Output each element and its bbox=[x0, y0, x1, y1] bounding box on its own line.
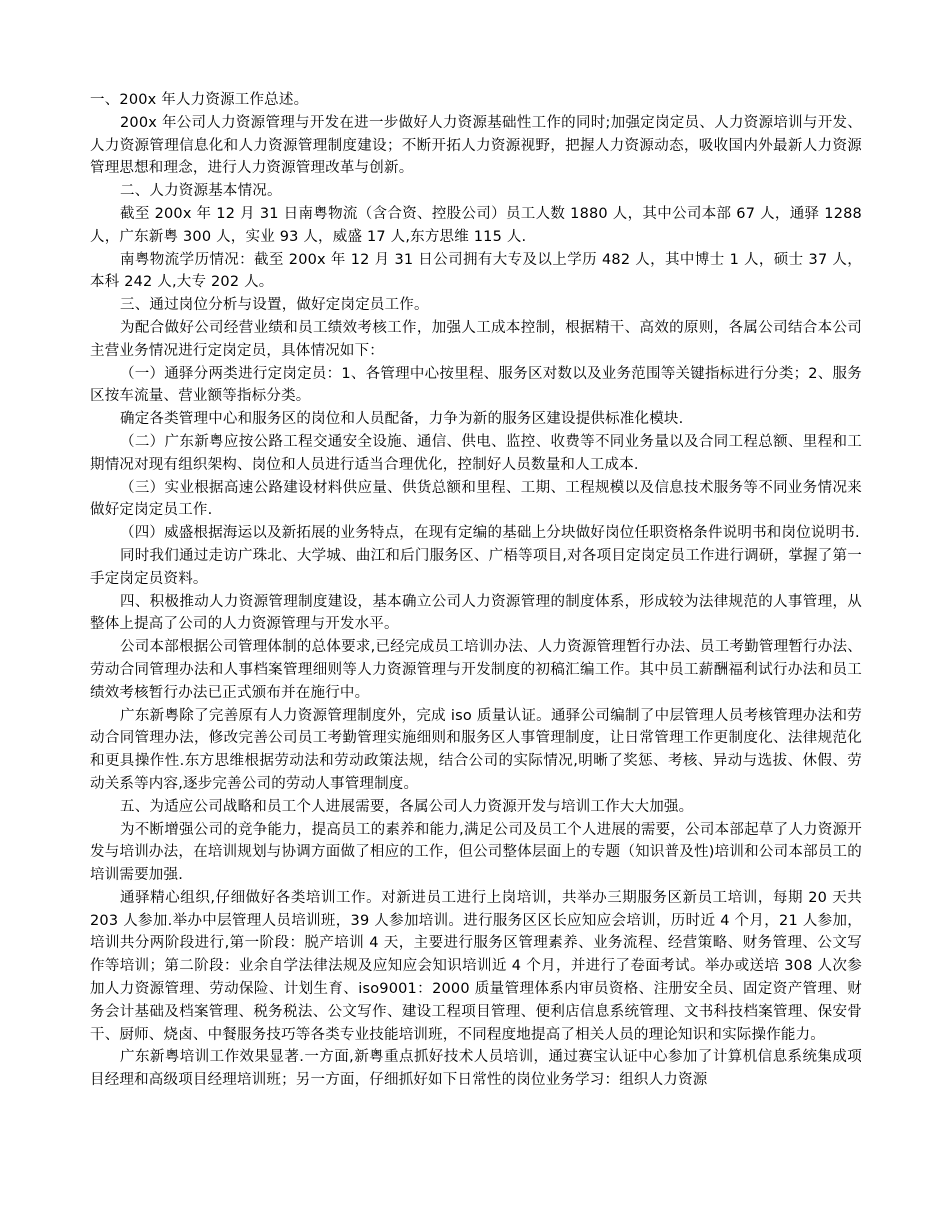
paragraph-training-xinyue: 广东新粤培训工作效果显著.一方面,新粤重点抓好技术人员培训，通过赛宝认证中心参加了计算机信息系统集成项目经理和高级项目经理培训班；另一方面，仔细抓好如下日常性的岗位业务学习：组织人力资源 bbox=[90, 1049, 862, 1089]
paragraph-staffing-item-4: （四）威盛根据海运以及新拓展的业务特点，在现有定编的基础上分块做好岗位任职资格条件说明书和岗位说明书. bbox=[120, 525, 860, 542]
section-heading-policy: 四、积极推动人力资源管理制度建设，基本确立公司人力资源管理的制度体系，形成较为法律规范的人事管理，从整体上提高了公司的人力资源管理与开发水平。 bbox=[90, 593, 862, 633]
section-heading-summary: 一、200x 年人力资源工作总述。 bbox=[90, 92, 309, 108]
paragraph-headcount: 截至 200x 年 12 月 31 日南粤物流（含合资、控股公司）员工人数 1880 人，其中公司本部 67 人，通驿 1288 人，广东新粤 300 人，实业 93 人，威盛 17 人,东方思维 115 人. bbox=[90, 205, 862, 245]
paragraph-summary-intro: 200x 年公司人力资源管理与开发在进一步做好人力资源基础性工作的同时;加强定岗定员、人力资源培训与开发、人力资源管理信息化和人力资源管理制度建设；不断开拓人力资源视野，把握人力资源动态，吸收国内外最新人力资源管理思想和理念，进行人力资源管理改革与创新。 bbox=[90, 114, 862, 177]
paragraph-education: 南粤物流学历情况：截至 200x 年 12 月 31 日公司拥有大专及以上学历 482 人，其中博士 1 人，硕士 37 人，本科 242 人,大专 202 人。 bbox=[90, 251, 862, 291]
paragraph-staffing-research: 同时我们通过走访广珠北、大学城、曲江和后门服务区、广梧等项目,对各项目定岗定员工作进行调研，掌握了第一手定岗定员资料。 bbox=[90, 547, 862, 587]
section-heading-staffing: 三、通过岗位分析与设置，做好定岗定员工作。 bbox=[120, 297, 429, 314]
paragraph-training-tongyi: 通驿精心组织,仔细做好各类培训工作。对新进员工进行上岗培训，共举办三期服务区新员工培训，每期 20 天共 203 人参加.举办中层管理人员培训班，39 人参加培训。进行服务区区长应知应会培训，历时近 4 个月，21 人参加，培训共分两阶段进行,第一阶段：脱产培训 4 天，主要进行服务区管理素养、业务流程、经营策略、财务管理、公文写作等培训；第二阶段：业余自学法律法规及应知应会知识培训近 4 个月，并进行了卷面考试。举办或送培 308 人次参加人力资源管理、劳动保险、计划生育、iso9001：2000 质量管理体系内审员资格、注册安全员、固定资产管理、财务会计基础及档案管理、税务税法、公文写作、建设工程项目管理、便利店信息系统管理、文书科技档案管理、保安骨干、厨师、烧卤、中餐服务技巧等各类专业技能培训班，不同程度地提高了相关人员的理论知识和实际操作能力。 bbox=[90, 889, 862, 1043]
section-heading-basic-info: 二、人力资源基本情况。 bbox=[120, 183, 282, 200]
paragraph-policy-hq: 公司本部根据公司管理体制的总体要求,已经完成员工培训办法、人力资源管理暂行办法、员工考勤管理暂行办法、劳动合同管理办法和人事档案管理细则等人力资源管理与开发制度的初稿汇编工作。其中员工薪酬福利试行办法和员工绩效考核暂行办法已正式颁布并在施行中。 bbox=[90, 639, 862, 701]
paragraph-training-hq: 为不断增强公司的竞争能力，提高员工的素养和能力,满足公司及员工个人进展的需要，公司本部起草了人力资源开发与培训办法，在培训规划与协调方面做了相应的工作，但公司整体层面上的专题（知识普及性)培训和公司本部员工的培训需要加强. bbox=[90, 821, 862, 884]
paragraph-staffing-item-3: （三）实业根据高速公路建设材料供应量、供货总额和里程、工期、工程规模以及信息技术服务等不同业务情况来做好定岗定员工作. bbox=[90, 479, 862, 519]
paragraph-staffing-item-1: （一）通驿分两类进行定岗定员：1、各管理中心按里程、服务区对数以及业务范围等关键指标进行分类；2、服务区按车流量、营业额等指标分类。 bbox=[90, 365, 862, 405]
paragraph-staffing-note: 确定各类管理中心和服务区的岗位和人员配备，力争为新的服务区建设提供标准化模块. bbox=[120, 411, 684, 428]
paragraph-staffing-item-2: （二）广东新粤应按公路工程交通安全设施、通信、供电、监控、收费等不同业务量以及合同工程总额、里程和工期情况对现有组织架构、岗位和人员进行适当合理优化，控制好人员数量和人工成本. bbox=[90, 433, 862, 473]
paragraph-policy-subsidiaries: 广东新粤除了完善原有人力资源管理制度外，完成 iso 质量认证。通驿公司编制了中层管理人员考核管理办法和劳动合同管理办法，修改完善公司员工考勤管理实施细则和服务区人事管理制度，让日常管理工作更制度化、法律规范化和更具操作性.东方思维根据劳动法和劳动政策法规，结合公司的实际情况,明晰了奖惩、考核、异动与选拔、休假、劳动关系等内容,逐步完善公司的劳动人事管理制度。 bbox=[90, 707, 862, 792]
document-body bbox=[90, 89, 862, 1092]
section-heading-training: 五、为适应公司战略和员工个人进展需要，各属公司人力资源开发与培训工作大大加强。 bbox=[120, 798, 694, 815]
paragraph-staffing-intro: 为配合做好公司经营业绩和员工绩效考核工作，加强人工成本控制，根据精干、高效的原则，各属公司结合本公司主营业务情况进行定岗定员，具体情况如下： bbox=[90, 319, 862, 359]
